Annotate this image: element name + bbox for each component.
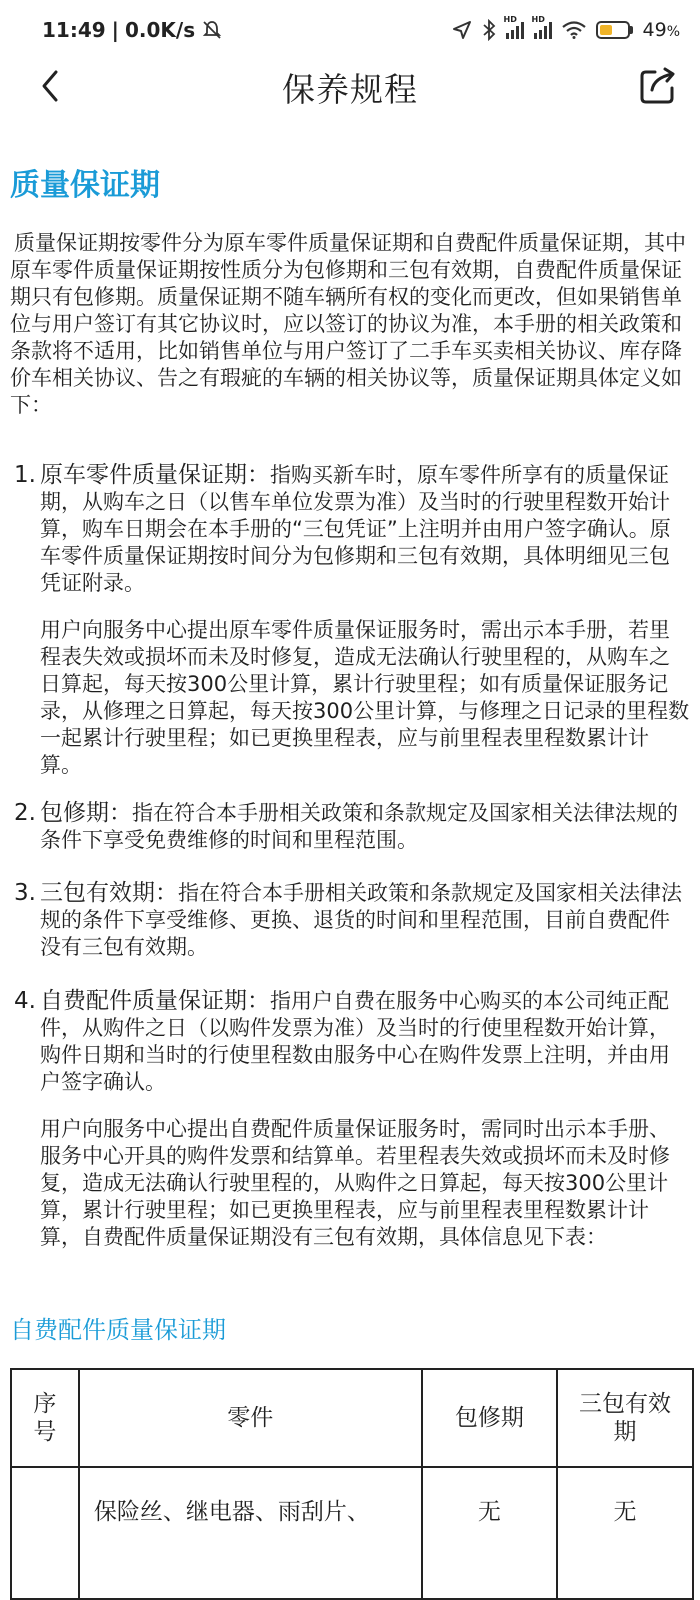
- mute-icon: [201, 19, 223, 41]
- table-row: [11, 1467, 693, 1599]
- page-title: 保养规程: [282, 70, 418, 109]
- table-header-row: [11, 1369, 693, 1467]
- table-header: 序号: [11, 1369, 79, 1467]
- list-item: [10, 880, 690, 961]
- item-number: 3.: [14, 880, 36, 906]
- item-extra: 用户向服务中心提出自费配件质量保证服务时，需同时出示本手册、服务中心开具的购件发票和结算单。若里程表失效或损坏而未及时修复，造成无法确认行驶里程的，从购件之日算起，每天按300公里计算，累计行驶里程；如已更换里程表，应与前里程表里程数累计计算，自费配件质量保证期没有三包有效期，具体信息见下表：: [40, 1117, 670, 1249]
- item-text: [40, 800, 690, 854]
- item-text: [40, 880, 690, 961]
- item-definition: 指用户自费在服务中心购买的本公司纯正配件，从购件之日（以购件发票为准）及当时的行使里程数开始计算，购件日期和当时的行使里程数由服务中心在购件发票上注明，并由用户签字确认。: [40, 989, 670, 1094]
- status-right: [452, 15, 681, 41]
- wifi-icon: [562, 21, 586, 39]
- item-term: 原车零件质量保证期：: [40, 462, 270, 488]
- signal-icon-2: HD: [534, 21, 552, 39]
- item-definition: 指在符合本手册相关政策和条款规定及国家相关法律法规的条件下享受维修、更换、退货的时间和里程范围，目前自费配件没有三包有效期。: [40, 881, 682, 959]
- warranty-table: [10, 1368, 694, 1600]
- table-cell: 无: [557, 1467, 693, 1599]
- status-bar: [0, 0, 700, 60]
- signal-icon: HD: [506, 21, 524, 39]
- status-time: 11:49: [42, 18, 106, 42]
- item-text: [40, 988, 690, 1096]
- table-header: 三包有效期: [557, 1369, 693, 1467]
- status-divider: |: [111, 18, 119, 42]
- item-text: [40, 462, 690, 597]
- item-number: 1.: [14, 462, 36, 488]
- battery-icon: [596, 21, 633, 39]
- item-term: 三包有效期：: [40, 880, 178, 906]
- item-number: 4.: [14, 988, 36, 1014]
- table-header: 包修期: [422, 1369, 558, 1467]
- battery-percent: 49%: [642, 19, 680, 41]
- section-title: 质量保证期: [10, 168, 160, 203]
- table-heading: 自费配件质量保证期: [10, 1316, 226, 1344]
- bluetooth-icon: [482, 19, 496, 41]
- list-item: [10, 988, 690, 1251]
- table-cell: 保险丝、继电器、雨刮片、: [79, 1467, 422, 1599]
- item-number: 2.: [14, 800, 36, 826]
- nav-bar: [0, 60, 700, 112]
- list-item: [10, 800, 690, 854]
- intro-paragraph: 质量保证期按零件分为原车零件质量保证期和自费配件质量保证期，其中原车零件质量保证期按性质分为包修期和三包有效期，自费配件质量保证期只有包修期。质量保证期不随车辆所有权的变化而更改，但如果销售单位与用户签订有其它协议时，应以签订的协议为准，本手册的相关政策和条款将不适用，比如销售单位与用户签订了二手车买卖相关协议、库存降价车相关协议、告之有瑕疵的车辆的相关协议等，质量保证期具体定义如下：: [10, 231, 686, 417]
- table-header: 零件: [79, 1369, 422, 1467]
- item-definition: 指购买新车时，原车零件所享有的质量保证期，从购车之日（以售车单位发票为准）及当时的行驶里程数开始计算，购车日期会在本手册的“三包凭证”上注明并由用户签字确认。原车零件质量保证期按时间分为包修期和三包有效期，具体明细见三包凭证附录。: [40, 463, 671, 595]
- share-button[interactable]: [638, 66, 678, 106]
- table-cell: 无: [422, 1467, 558, 1599]
- item-term: 自费配件质量保证期：: [40, 988, 270, 1014]
- item-definition: 指在符合本手册相关政策和条款规定及国家相关法律法规的条件下享受免费维修的时间和里程范围。: [40, 801, 678, 852]
- table-cell: [11, 1467, 79, 1599]
- status-left: [42, 18, 223, 42]
- network-speed: 0.0K/s: [124, 18, 196, 42]
- item-term: 包修期：: [40, 800, 132, 826]
- location-icon: [452, 20, 472, 40]
- list-item: [10, 462, 690, 779]
- item-extra: 用户向服务中心提出原车零件质量保证服务时，需出示本手册，若里程表失效或损坏而未及时修复，造成无法确认行驶里程的，从购车之日算起，每天按300公里计算，累计行驶里程；如有质量保证服务记录，从修理之日算起，每天按300公里计算，与修理之日记录的里程数一起累计行驶里程；如已更换里程表，应与前里程表里程数累计计算。: [40, 618, 690, 777]
- share-icon: [638, 66, 678, 106]
